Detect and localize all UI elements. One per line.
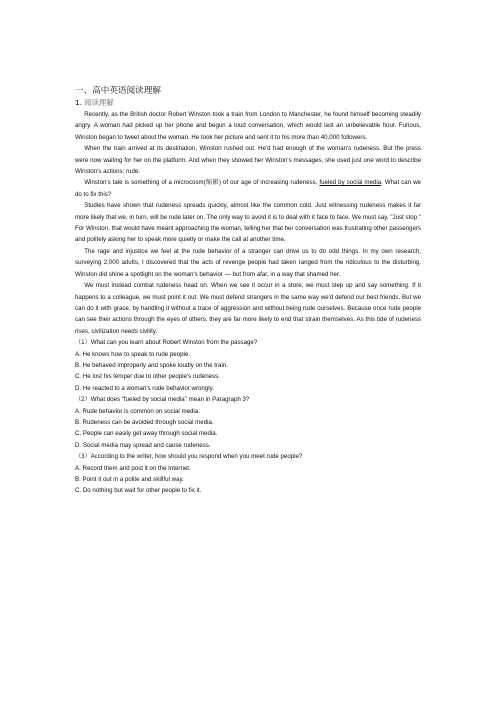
question-2-option-c: C. People can easily get away through social media. [75, 430, 218, 438]
question-1-option-a: A. He knows how to speak to rude people. [75, 350, 191, 358]
paragraph-3-gloss: 缩影 [205, 179, 219, 187]
underlined-phrase: fueled by social media [319, 179, 382, 187]
paragraph-3-middle: ) of our age of increasing rudeness, [218, 179, 320, 187]
paragraph-3 [75, 177, 421, 200]
question-3-stem: （3）According to the writer, how should you respond when you meet rude people? [75, 453, 303, 461]
paragraph-1: Recently, as the British doctor Robert Winston took a train from London to Manchester, he found himself becoming steadily angry. A woman had picked up her phone and begun a loud conversation, which would last an unbelievable hour. Furious, Winston began to tweet about the woman. He took her picture and sent it to his more than 40,000 followers. [75, 111, 421, 141]
question-2-option-b: B. Rudeness can be avoided through social media. [75, 418, 214, 426]
document-content [75, 84, 421, 497]
paragraph-5: The rage and injustice we feel at the rude behavior of a stranger can drive us to do odd things. In my own research, surveying 2,000 adults, I discovered that the acts of revenge people had taken ranged from the ridiculous to the disturbing. Winston did shine a spotlight on the woman's behavior — but from afar, in a way that shamed her. [75, 247, 421, 278]
question-2-stem: （2）What does "fueled by social media" mean in Paragraph 3? [75, 396, 250, 404]
paragraph-6: We must instead combat rudeness head on. When we see it occur in a store, we must step up and say something. If it happens to a colleague, we must point it out. We must defend strangers in the same way we'd defend our best friends. But we can do it with grace, by handling it without a trace of aggression and without being rude ourselves. Because once rude people can see their actions through the eyes of others, they are far more likely to end that strain themselves. As this tide of rudeness rises, civilization needs civility. [75, 282, 421, 335]
question-1-stem: （1）What can you learn about Robert Winston from the passage? [75, 339, 258, 347]
paragraph-3-before: Winston's tale is something of a microcosm( [84, 179, 206, 187]
item-number: 1. [75, 98, 83, 107]
question-3-option-a: A. Record them and post it on the Internet. [75, 464, 191, 472]
question-3-option-c: C. Do nothing but wait for other people to fix it. [75, 487, 202, 495]
paragraph-4: Studies have shown that rudeness spreads quickly, almost like the common cold. Just witnessing rudeness makes it far more likely that we, in turn, will be rude later on. The only way to avoid it is to deal with it face to face. We must say, "Just stop." For Winston, that would have meant approaching the woman, telling her that her conversation was frustrating other passengers and politely asking her to speak more quietly or make the call at another time. [75, 202, 421, 244]
paragraph-2: When the train arrived at its destination, Winston rushed out. He'd had enough of the woman's rudeness. But the press were now waiting for her on the platform. And when they showed her Winston's messages, she used just one word to describe Winston's actions: rude. [75, 145, 421, 176]
question-3-option-b: B. Point it out in a polite and skillful way. [75, 476, 184, 483]
paragraph-3-after: . What can we do to fix this? [75, 179, 421, 198]
question-1-option-d: D. He reacted to a woman's rude behavior wrongly. [75, 384, 214, 392]
question-1-option-b: B. He behaved improperly and spoke loudly on the train. [75, 361, 228, 369]
item-heading [75, 97, 421, 108]
question-2-option-a: A. Rude behavior is common on social media. [75, 407, 200, 415]
item-label: 阅读理解 [84, 98, 114, 107]
question-1-option-c: C. He lost his temper due to other people's rudeness. [75, 373, 220, 381]
section-title: 一、高中英语阅读理解 [75, 85, 161, 95]
question-2-option-d: D. Social media may spread and cause rudeness. [75, 441, 211, 449]
